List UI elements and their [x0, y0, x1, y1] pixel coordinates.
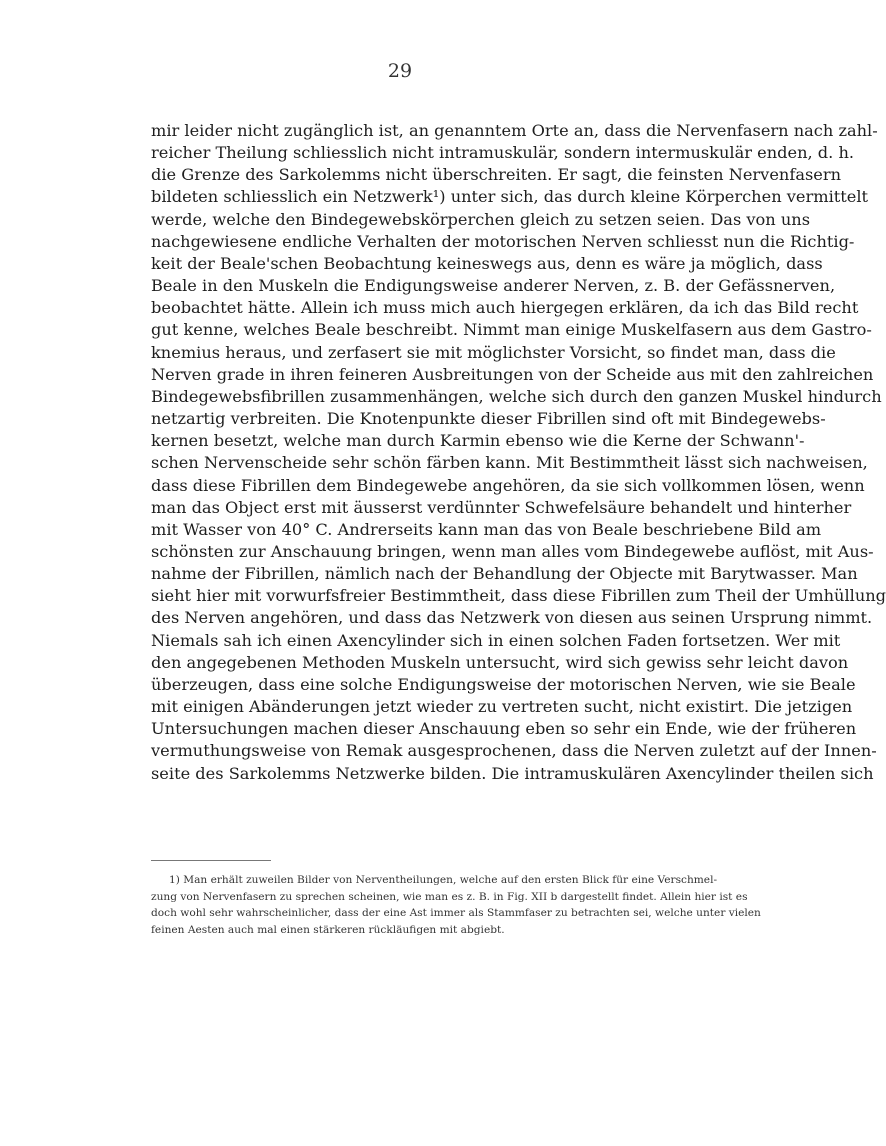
footnote-line: zung von Nervenfasern zu sprechen scheinen, wie man es z. B. in Fig. XII b dargestellt findet. Allein hier ist es — [151, 890, 748, 903]
text-line: schen Nervenscheide sehr schön färben kann. Mit Bestimmtheit lässt sich nachweisen, — [151, 453, 868, 473]
page-number: 29 — [387, 60, 413, 82]
text-line: sieht hier mit vorwurfsfreier Bestimmtheit, dass diese Fibrillen zum Theil der Umhüllung — [151, 586, 886, 606]
text-line: überzeugen, dass eine solche Endigungsweise der motorischen Nerven, wie sie Beale — [151, 674, 856, 694]
text-line: mit Wasser von 40° C. Andrerseits kann man das von Beale beschriebene Bild am — [151, 519, 822, 539]
text-line: Niemals sah ich einen Axencylinder sich in einen solchen Faden fortsetzen. Wer mit — [151, 630, 841, 650]
footnote-line: doch wohl sehr wahrscheinlicher, dass der eine Ast immer als Stammfaser zu betrachten sei, welche unter vielen — [151, 907, 761, 919]
text-line: kernen besetzt, welche man durch Karmin ebenso wie die Kerne der Schwann'- — [151, 431, 805, 451]
text-line: nachgewiesene endliche Verhalten der motorischen Nerven schliesst nun die Richtig- — [151, 231, 855, 251]
text-line: Nerven grade in ihren feineren Ausbreitungen von der Scheide aus mit den zahlreichen — [151, 364, 874, 384]
footnote-line: 1) Man erhält zuweilen Bilder von Nerventheilungen, welche auf den ersten Blick für eine Verschmel- — [169, 874, 718, 886]
text-line: Bindegewebsfibrillen zusammenhängen, welche sich durch den ganzen Muskel hindurch — [151, 386, 882, 406]
text-line: den angegebenen Methoden Muskeln untersucht, wird sich gewiss sehr leicht davon — [151, 652, 849, 672]
text-line: schönsten zur Anschauung bringen, wenn man alles vom Bindegewebe auflöst, mit Aus- — [151, 541, 874, 561]
text-line: bildeten schliesslich ein Netzwerk¹) unter sich, das durch kleine Körperchen vermittelt — [151, 187, 869, 207]
text-line: mit einigen Abänderungen jetzt wieder zu vertreten sucht, nicht existirt. Die jetzigen — [151, 697, 853, 717]
text-line: knemius heraus, und zerfasert sie mit möglichster Vorsicht, so findet man, dass die — [151, 342, 836, 362]
footnote — [151, 872, 761, 938]
text-line: seite des Sarkolemms Netzwerke bilden. Die intramuskulären Axencylinder theilen sich — [151, 763, 874, 783]
text-line: man das Object erst mit äusserst verdünnter Schwefelsäure behandelt und hinterher — [151, 497, 852, 517]
main-text — [151, 120, 886, 785]
text-line: keit der Beale'schen Beobachtung keineswegs aus, denn es wäre ja möglich, dass — [151, 253, 823, 273]
footnote-line: feinen Aesten auch mal einen stärkeren rückläufigen mit abgiebt. — [151, 923, 505, 936]
text-line: die Grenze des Sarkolemms nicht überschreiten. Er sagt, die feinsten Nervenfasern — [151, 165, 842, 185]
text-line: vermuthungsweise von Remak ausgesprochenen, dass die Nerven zuletzt auf der Innen- — [151, 741, 877, 761]
text-line: mir leider nicht zugänglich ist, an genanntem Orte an, dass die Nervenfasern nach zahl- — [151, 121, 878, 140]
text-line: werde, welche den Bindegewebskörperchen gleich zu setzen seien. Das von uns — [151, 209, 811, 229]
text-line: Beale in den Muskeln die Endigungsweise anderer Nerven, z. B. der Gefässnerven, — [151, 276, 836, 296]
text-line: Untersuchungen machen dieser Anschauung eben so sehr ein Ende, wie der früheren — [151, 719, 857, 739]
footnote-divider — [151, 860, 271, 861]
text-line: reicher Theilung schliesslich nicht intramuskulär, sondern intermuskulär enden, d. h. — [151, 143, 855, 163]
text-line: dass diese Fibrillen dem Bindegewebe angehören, da sie sich vollkommen lösen, wenn — [151, 475, 865, 495]
text-line: des Nerven angehören, und dass das Netzwerk von diesen aus seinen Ursprung nimmt. — [151, 608, 873, 628]
text-line: nahme der Fibrillen, nämlich nach der Behandlung der Objecte mit Barytwasser. Man — [151, 564, 858, 584]
text-line: netzartig verbreiten. Die Knotenpunkte dieser Fibrillen sind oft mit Bindegewebs- — [151, 409, 826, 429]
text-line: beobachtet hätte. Allein ich muss mich auch hiergegen erklären, da ich das Bild recht — [151, 298, 859, 318]
text-line: gut kenne, welches Beale beschreibt. Nimmt man einige Muskelfasern aus dem Gastro- — [151, 320, 872, 340]
